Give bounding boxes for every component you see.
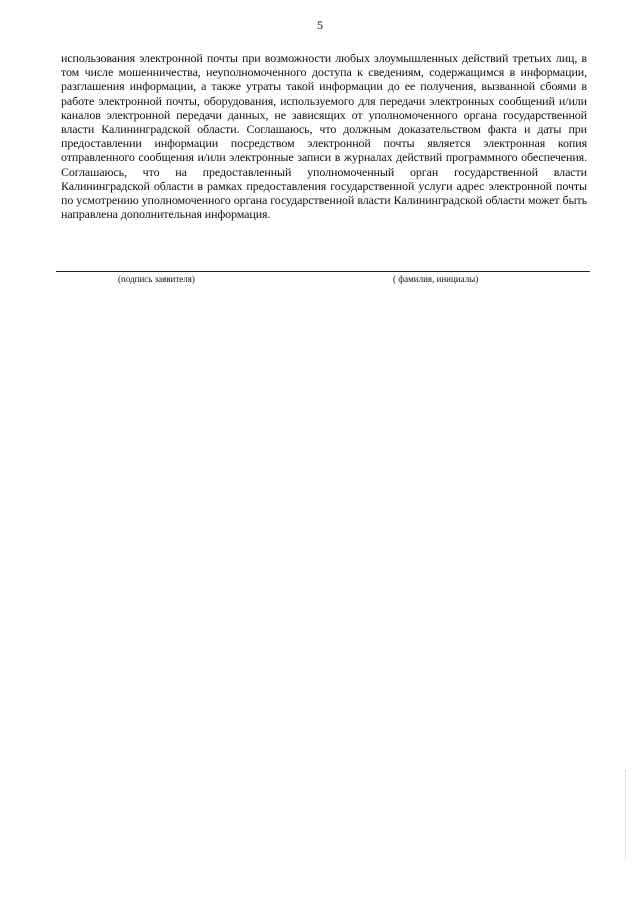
page-number: 5 (317, 18, 323, 32)
name-initials-caption: ( фамилия, инициалы) (393, 274, 479, 284)
signature-line (56, 271, 590, 272)
body-paragraph: использования электронной почты при возможности любых злоумышленных действий третьих лиц, в том числе мошенничества, неуполномоченного доступа к сведениям, содержащимся в информации, разглашения информации, а также утраты такой информации до ее получения, вызванной сбоями в работе электронной почты, оборудования, используемого для передачи электронных сообщений и/или каналов электронной передачи данных, не зависящих от уполномоченного органа государственной власти Калининградской области. Соглашаюсь, что должным доказательством факта и даты при предоставлении информации посредством электронной почты является электронная копия отправленного сообщения и/или электронные записи в журналах действий программного обеспечения. Соглашаюсь, что на предоставленный уполномоченный орган государственной власти Калининградской области в рамках предоставления государственной услуги адрес электронной почты по усмотрению уполномоченного органа государственной власти Калининградской области может быть направлена дополнительная информация. (61, 51, 587, 222)
scan-artifact (623, 770, 626, 860)
signature-caption: (подпись заявителя) (118, 274, 195, 284)
